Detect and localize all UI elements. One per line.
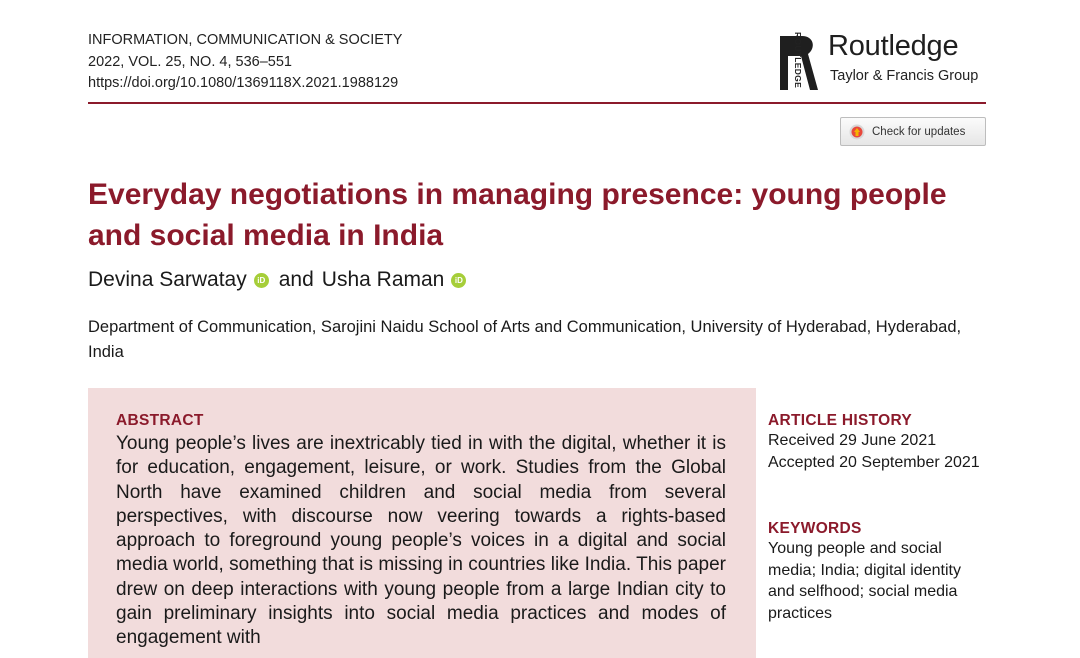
- doi-link[interactable]: https://doi.org/10.1080/1369118X.2021.1988129: [88, 75, 399, 91]
- journal-name: INFORMATION, COMMUNICATION & SOCIETY: [88, 32, 403, 48]
- author-name[interactable]: Devina Sarwatay: [88, 268, 247, 291]
- logo-vertical-text: ROUTLEDGE: [793, 32, 803, 89]
- accepted-date: Accepted 20 September 2021: [768, 453, 980, 471]
- abstract-text: Young people’s lives are inextricably tied in with the digital, whether it is for education, engagement, leisure, or work. Studies from the Global North have examined children and social media from several perspectives, with discourse now veering towards a rights-based approach to foreground young people’s voices in a digital and social media world, something that is missing in countries like India. This paper drew on deep interactions with young people from a large Indian city to gain preliminary insights into social media practices and modes of engagement with: [116, 433, 726, 649]
- orcid-icon[interactable]: iD: [254, 273, 269, 288]
- keywords-heading: KEYWORDS: [768, 520, 862, 537]
- author-name[interactable]: Usha Raman: [321, 268, 445, 291]
- affiliation: Department of Communication, Sarojini Naidu School of Arts and Communication, University of Hyderabad, Hyderabad, India: [88, 318, 962, 361]
- check-updates-icon: [849, 124, 865, 140]
- check-for-updates-label: Check for updates: [872, 125, 966, 138]
- publisher-logo: [776, 30, 988, 92]
- volume-info: 2022, VOL. 25, NO. 4, 536–551: [88, 53, 292, 70]
- author-conjunction: and: [278, 268, 314, 291]
- received-date: Received 29 June 2021: [768, 432, 937, 449]
- keywords-list: Young people and social media; India; digital identity and selfhood; social media practices: [768, 540, 961, 622]
- abstract-heading: ABSTRACT: [116, 412, 204, 429]
- publisher-name: Routledge: [828, 30, 959, 62]
- journal-header: [88, 30, 402, 95]
- article-history-heading: ARTICLE HISTORY: [768, 412, 913, 429]
- article-title: Everyday negotiations in managing presence: young people and social media in India: [88, 178, 947, 252]
- author-line: [88, 268, 476, 292]
- header-divider: [88, 102, 986, 104]
- publisher-group: Taylor & Francis Group: [830, 68, 979, 84]
- article-history: [768, 430, 988, 473]
- orcid-icon[interactable]: iD: [451, 273, 466, 288]
- check-for-updates-button[interactable]: [840, 117, 986, 146]
